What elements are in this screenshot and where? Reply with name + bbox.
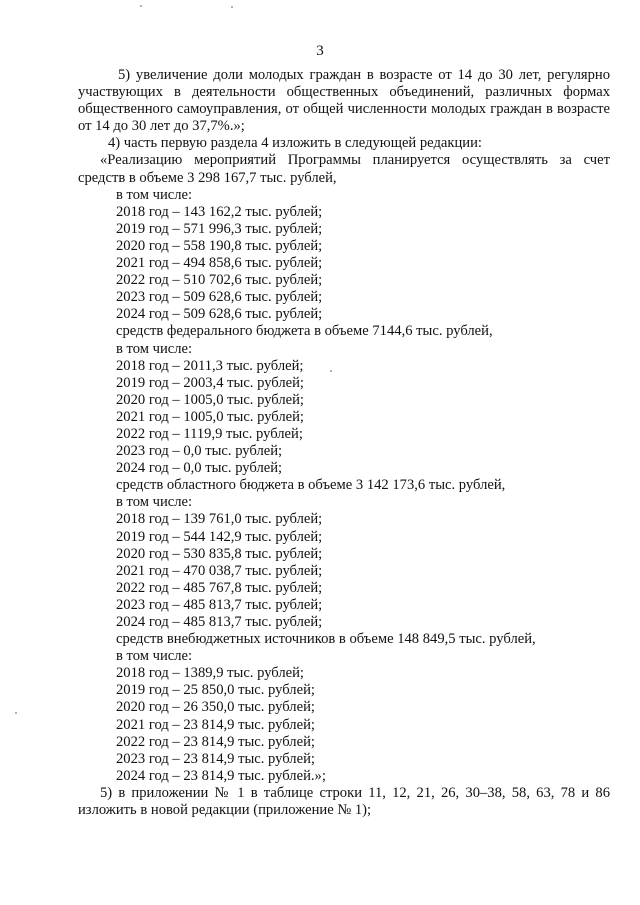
- paragraph-quote-intro: «Реализацию мероприятий Программы планируется осуществлять за счет средств в объеме 3 298 167,7 тыс. рублей,: [78, 152, 610, 186]
- year-line: 2020 год – 1005,0 тыс. рублей;: [116, 391, 304, 408]
- scan-speck: [231, 6, 233, 8]
- including-label: в том числе:: [116, 186, 193, 203]
- year-line: 2023 год – 23 814,9 тыс. рублей;: [116, 750, 315, 767]
- year-line: 2020 год – 530 835,8 тыс. рублей;: [116, 545, 323, 562]
- year-line: 2023 год – 485 813,7 тыс. рублей;: [116, 596, 323, 613]
- scan-speck: [15, 712, 17, 714]
- including-label: в том числе:: [116, 494, 193, 511]
- paragraph-item4-intro: 4) часть первую раздела 4 изложить в следующей редакции:: [108, 135, 482, 152]
- paragraph-item5-appendix: 5) в приложении № 1 в таблице строки 11, 12, 21, 26, 30–38, 58, 63, 78 и 86 изложить в новой редакции (приложение № 1);: [78, 784, 610, 819]
- year-line: 2019 год – 544 142,9 тыс. рублей;: [116, 528, 323, 545]
- year-line: 2020 год – 26 350,0 тыс. рублей;: [116, 699, 315, 716]
- year-line: 2024 год – 0,0 тыс. рублей;: [116, 460, 283, 477]
- page-number: 3: [316, 43, 324, 59]
- year-line: 2019 год – 2003,4 тыс. рублей;: [116, 374, 304, 391]
- scan-speck: [140, 5, 142, 7]
- year-line: 2018 год – 139 761,0 тыс. рублей;: [116, 511, 323, 528]
- document-body: [78, 67, 610, 819]
- paragraph-item5-share: 5) увеличение доли молодых граждан в возрасте от 14 до 30 лет, регулярно участвующих в деятельности общественных объединений, различных формах общественного самоуправления, от общей численности молодых граждан в возрасте от 14 до 30 лет до 37,7%.»;: [78, 67, 610, 135]
- funding-heading: средств внебюджетных источников в объеме 148 849,5 тыс. рублей,: [116, 631, 536, 648]
- year-line: 2024 год – 485 813,7 тыс. рублей;: [116, 614, 323, 630]
- year-line: 2022 год – 1119,9 тыс. рублей;: [116, 425, 303, 442]
- year-line: 2020 год – 558 190,8 тыс. рублей;: [116, 237, 323, 254]
- funding-block-regional: [78, 477, 610, 631]
- funding-block-extrabudgetary: [78, 631, 610, 785]
- year-line: 2018 год – 2011,3 тыс. рублей;: [116, 357, 304, 374]
- including-label: в том числе:: [116, 648, 193, 665]
- year-line: 2019 год – 571 996,3 тыс. рублей;: [116, 220, 323, 237]
- year-line: 2021 год – 494 858,6 тыс. рублей;: [116, 255, 323, 272]
- year-line: 2023 год – 0,0 тыс. рублей;: [116, 443, 283, 460]
- funding-heading: средств федерального бюджета в объеме 7144,6 тыс. рублей,: [116, 323, 493, 340]
- year-line: 2018 год – 1389,9 тыс. рублей;: [116, 665, 304, 682]
- year-line: 2021 год – 23 814,9 тыс. рублей;: [116, 716, 315, 733]
- funding-block-federal: [78, 323, 610, 477]
- year-line: 2023 год – 509 628,6 тыс. рублей;: [116, 289, 323, 306]
- year-line: 2018 год – 143 162,2 тыс. рублей;: [116, 203, 323, 220]
- year-line: 2024 год – 509 628,6 тыс. рублей;: [116, 306, 323, 323]
- including-label: в том числе:: [116, 340, 193, 357]
- year-line: 2024 год – 23 814,9 тыс. рублей.»;: [116, 767, 326, 784]
- funding-block-total: [78, 187, 610, 324]
- year-line: 2022 год – 485 767,8 тыс. рублей;: [116, 579, 323, 596]
- year-line: 2022 год – 510 702,6 тыс. рублей;: [116, 272, 323, 289]
- year-line: 2021 год – 1005,0 тыс. рублей;: [116, 408, 304, 425]
- year-line: 2021 год – 470 038,7 тыс. рублей;: [116, 562, 323, 579]
- year-line: 2019 год – 25 850,0 тыс. рублей;: [116, 682, 315, 699]
- year-line: 2022 год – 23 814,9 тыс. рублей;: [116, 733, 315, 750]
- funding-heading: средств областного бюджета в объеме 3 142 173,6 тыс. рублей,: [116, 477, 506, 494]
